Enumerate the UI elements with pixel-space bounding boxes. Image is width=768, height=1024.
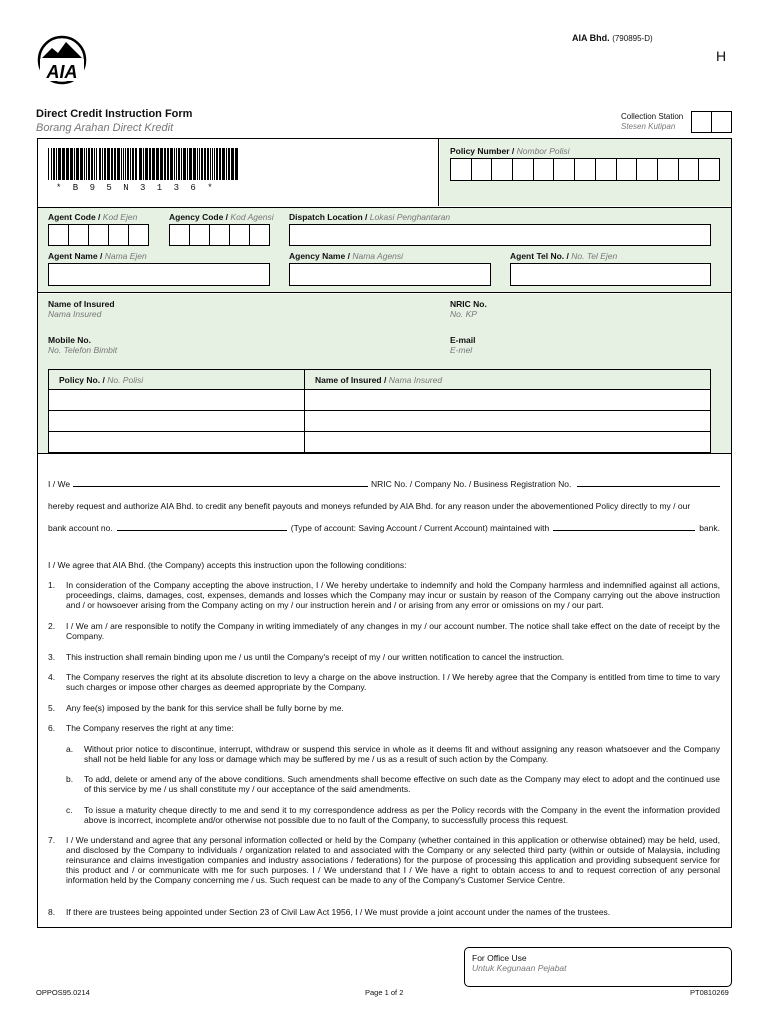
svg-text:AIA: AIA [46,62,78,82]
barcode-bar [107,148,110,180]
insured-name-cell[interactable] [305,390,711,411]
barcode-bar [76,148,79,180]
insured-name-cell[interactable] [305,432,711,453]
barcode-bar [121,148,122,180]
barcode-bar [235,148,238,180]
declaration-line-2: hereby request and authorize AIA Bhd. to credit any benefit payouts and moneys refunded by AIA Bhd. for any reason under the abovementioned Policy directly to my / our [48,501,691,511]
policy-number-input[interactable] [450,158,720,181]
barcode-bar [139,148,142,180]
barcode-bar [94,148,95,180]
collection-station-label: Collection Station Stesen Kutipan [621,112,684,131]
barcode-bar [80,148,83,180]
barcode-bar [181,148,182,180]
agency-code-label: Agency Code / Kod Agensi [169,212,274,222]
company-name: AIA Bhd. (790895-D) [572,33,653,43]
agent-tel-label: Agent Tel No. / No. Tel Ejen [510,251,618,261]
barcode-bar [114,148,116,180]
email-label: E-mail E-mel [450,335,476,355]
agent-tel-input[interactable] [510,263,711,286]
agency-name-label: Agency Name / Nama Agensi [289,251,404,261]
dispatch-location-label: Dispatch Location / Lokasi Penghantaran [289,212,451,222]
nric-blank[interactable] [577,486,720,487]
condition-number: 8. [48,907,56,917]
insured-name-cell[interactable] [305,411,711,432]
barcode-bar [145,148,148,180]
condition-text: Any fee(s) imposed by the bank for this service shall be fully borne by me. [66,703,344,713]
barcode-bar [56,148,57,180]
barcode-bar [84,148,85,180]
barcode-bar [214,148,215,180]
barcode-bar [201,148,203,180]
barcode-bar [228,148,230,180]
declaration-line-3: bank account no. (Type of account: Saving Account / Current Account) maintained with bank. [48,523,720,533]
barcode-bar [130,148,131,180]
barcode-bar [53,148,55,180]
condition-text: The Company reserves the right at its absolute discretion to levy a charge on the above instruction. I / We hereby agree that the Company is entitled from time to time to vary such charges or impose other charges as deemed appropriate by the Company. [66,672,720,692]
form-letter: H [716,48,727,64]
barcode-bar [160,148,163,180]
condition-number: 7. [48,835,56,845]
table-row [49,390,711,411]
barcode-bar [111,148,113,180]
office-use-label-malay: Untuk Kegunaan Pejabat [472,963,567,973]
agreement-text: I / We agree that AIA Bhd. (the Company) accepts this instruction upon the following conditions: [48,560,407,570]
barcode-bar [70,148,73,180]
barcode-bar [226,148,227,180]
name-of-insured-header: Name of Insured / Nama Insured [305,370,711,390]
sub-condition-text: To add, delete or amend any of the above conditions. Such amendments shall become effective on such date as the Company may elect to adopt and the continued use of this service by me / us shall constitute my / our acceptance of the said amendments. [84,774,720,794]
barcode-bar [123,148,124,180]
name-of-insured-label: Name of Insured Nama Insured [48,299,115,319]
barcode-bar [91,148,93,180]
footer-page-number: Page 1 of 2 [365,988,404,997]
sub-condition-letter: b. [66,774,74,784]
barcode-bar [174,148,175,180]
policy-no-header: Policy No. / No. Polisi [49,370,305,390]
barcode-bar [58,148,61,180]
sub-condition-letter: c. [66,805,73,815]
bank-name-blank[interactable] [553,530,695,531]
footer-doc-code: PT0810269 [690,988,729,997]
name-blank[interactable] [73,486,368,487]
barcode-bar [149,148,151,180]
barcode-bar [193,148,196,180]
barcode-bar [210,148,211,180]
barcode-bar [178,148,180,180]
sub-condition-text: To issue a maturity cheque directly to me and send it to my correspondence address as per the Policy records with the Company in the event the information provided above is incorrect, incomplete and/or otherwise not possible due to no fault of the Company, to successfully process this request. [84,805,720,825]
policy-table [48,369,711,453]
barcode-bar [51,148,52,180]
agency-code-input[interactable] [169,224,270,246]
form-title: Direct Credit Instruction Form [36,108,193,120]
policy-no-cell[interactable] [49,390,305,411]
bank-account-blank[interactable] [117,530,287,531]
office-use-box [464,947,732,987]
barcode-bar [143,148,144,180]
barcode-bar [132,148,134,180]
sub-condition-text: Without prior notice to discontinue, interrupt, withdraw or suspend this service in whole as it deems fit and without assigning any reason whatsoever and the Company shall not be held liable for any loss or damage which may be suffered by me / us as a result of such action by the Company. [84,744,720,764]
table-row [49,411,711,432]
condition-text: The Company reserves the right at any time: [66,723,234,733]
office-use-label: For Office Use [472,953,527,963]
barcode-bar [187,148,188,180]
condition-text: If there are trustees being appointed under Section 23 of Civil Law Act 1956, I / We must provide a joint account under the names of the trustees. [66,907,611,917]
section-divider [38,453,731,454]
condition-number: 1. [48,580,56,590]
barcode-bar [231,148,234,180]
barcode-bar [167,148,169,180]
barcode-bar [152,148,155,180]
agent-code-label: Agent Code / Kod Ejen [48,212,138,222]
condition-text: I / We am / are responsible to notify the Company in writing immediately of any changes in my / our account number. The notice shall take effect on the date of receipt by the Company. [66,621,720,641]
dispatch-location-input[interactable] [289,224,711,246]
barcode-bar [156,148,159,180]
condition-number: 6. [48,723,56,733]
barcode-text: * B 9 5 N 3 1 3 6 * [56,183,216,193]
condition-text: This instruction shall remain binding upon me / us until the Company's receipt of my / our written notification to cancel the instruction. [66,652,565,662]
barcode-bar [204,148,206,180]
barcode-bar [199,148,200,180]
mobile-label: Mobile No. No. Telefon Bimbit [48,335,118,355]
aia-logo [36,34,88,86]
collection-station-input[interactable] [691,111,732,133]
agent-name-label: Agent Name / Nama Ejen [48,251,147,261]
barcode-bar [104,148,106,180]
agent-name-input[interactable] [48,263,270,286]
nric-label: NRIC No. No. KP [450,299,487,319]
declaration-line-1: I / We NRIC No. / Company No. / Business Registration No. [48,479,720,489]
barcode-bar [62,148,65,180]
policy-no-cell[interactable] [49,411,305,432]
footer-form-code: OPPOS95.0214 [36,988,90,997]
barcode-bar [74,148,75,180]
barcode-bar [164,148,166,180]
barcode [48,148,238,180]
barcode-bar [86,148,87,180]
policy-number-label: Policy Number / Nombor Polisi [450,146,570,156]
condition-number: 5. [48,703,56,713]
policy-no-cell[interactable] [49,432,305,453]
barcode-bar [170,148,173,180]
sub-condition-letter: a. [66,744,74,754]
barcode-bar [216,148,218,180]
barcode-bar [197,148,198,180]
barcode-bar [88,148,90,180]
barcode-bar [125,148,126,180]
table-row [49,432,711,453]
agency-name-input[interactable] [289,263,491,286]
barcode-bar [183,148,186,180]
condition-number: 2. [48,621,56,631]
condition-text: In consideration of the Company accepting the above instruction, I / We hereby undertake to indemnify and hold the Company harmless and indemnified against all actions, proceedings, claims, damages, cost, expenses, demands and losses which the Company may incur or sustain by reason of the Company carrying out the above instruction and / or howsoever arising from the Company acting on my / our instruction herein and / or arising from any error or omissions on my / our part. [66,580,720,610]
barcode-bar [222,148,225,180]
barcode-bar [219,148,221,180]
barcode-bar [117,148,120,180]
agent-code-input[interactable] [48,224,149,246]
barcode-bar [66,148,69,180]
barcode-bar [189,148,192,180]
barcode-bar [102,148,103,180]
barcode-bar [212,148,213,180]
barcode-bar [127,148,129,180]
barcode-bar [207,148,209,180]
condition-number: 4. [48,672,56,682]
barcode-bar [99,148,101,180]
barcode-bar [135,148,137,180]
condition-text: I / We understand and agree that any personal information collected or held by the Company (whether contained in this application or otherwise obtained) may be held, used, and disclosed by the Company to individuals / organization related to and associated with the Company or any selected third party (within or outside of Malaysia, including reinsurance and claims investigation companies and industry associations / federations) for the purpose of processing this application and providing subsequent service for this product and / or communicate with me for such purposes. I / We understand that I / We have a right to obtain access to and to request correction of any personal information held by the Company concerning me / us. Such request can be made to any of the Company's Customer Service Centre. [66,835,720,885]
condition-number: 3. [48,652,56,662]
barcode-bar [48,148,49,180]
barcode-bar [96,148,97,180]
form-title-malay: Borang Arahan Direct Kredit [36,122,174,134]
barcode-bar [176,148,177,180]
